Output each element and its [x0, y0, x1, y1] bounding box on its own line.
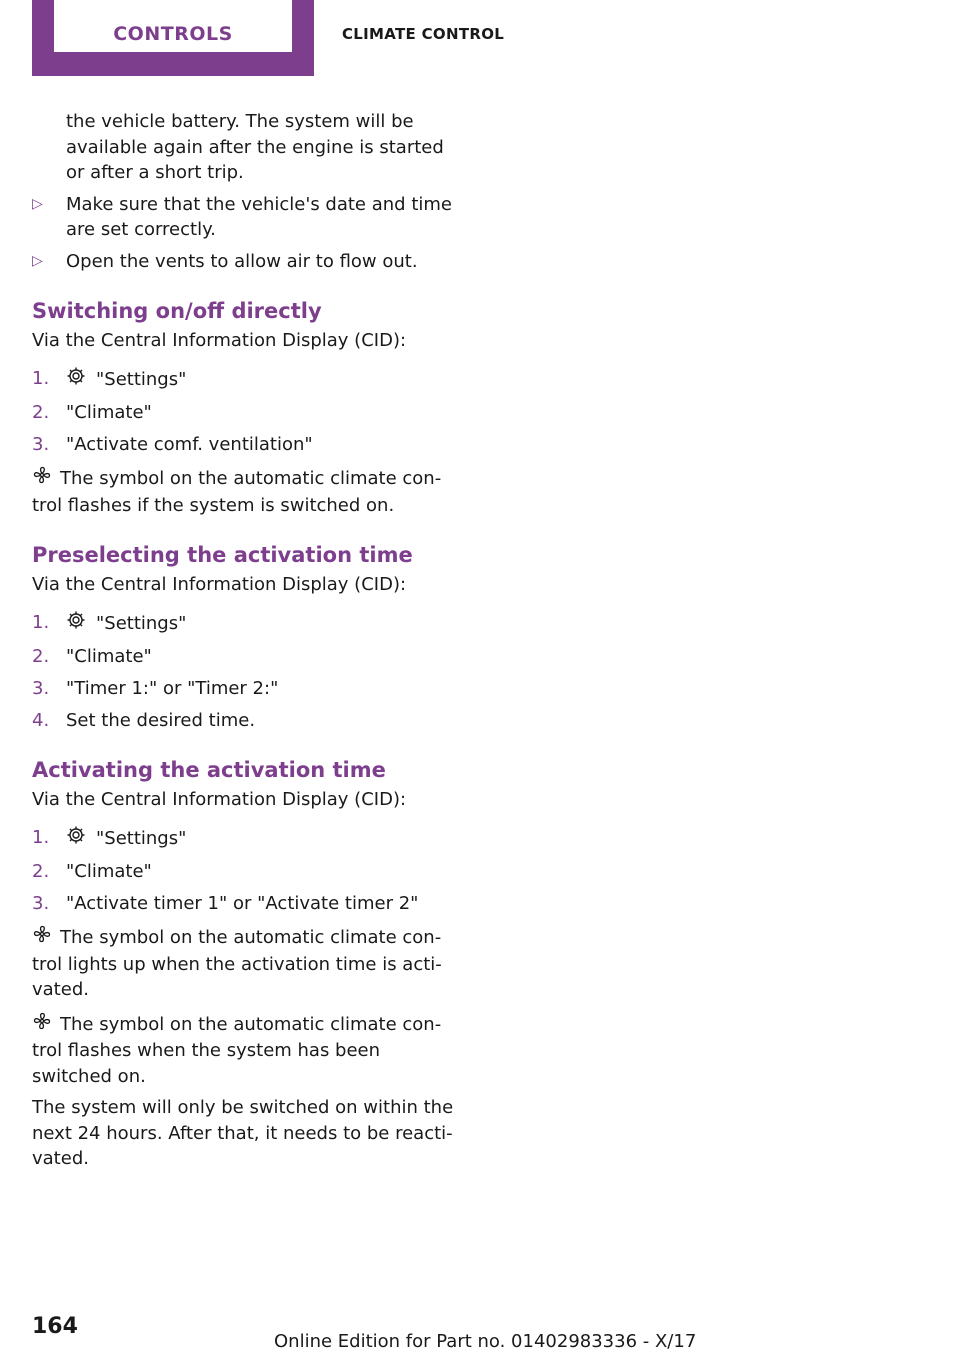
triangle-bullet-icon: ▷ — [32, 195, 43, 212]
bullet-item — [32, 192, 462, 243]
section-heading: Preselecting the activation time — [32, 543, 413, 567]
step-text: "Climate" — [66, 645, 152, 667]
list-item — [32, 708, 462, 734]
triangle-bullet-icon: ▷ — [32, 252, 43, 269]
section-heading: Activating the activation time — [32, 758, 386, 782]
page-number: 164 — [32, 1314, 78, 1339]
list-item — [32, 859, 462, 885]
note — [32, 1011, 462, 1090]
note — [32, 465, 462, 518]
gear-icon — [66, 825, 88, 853]
step-list — [32, 610, 462, 734]
bullet-text: Make sure that the vehicle's date and time are set correctly. — [66, 193, 452, 240]
gear-icon — [66, 610, 88, 638]
step-number: 3. — [32, 677, 50, 699]
step-text: "Climate" — [66, 401, 152, 423]
step-text: "Timer 1:" or "Timer 2:" — [66, 677, 279, 699]
main-content — [32, 109, 462, 1172]
step-number: 4. — [32, 709, 50, 731]
step-number: 2. — [32, 401, 50, 423]
step-number: 2. — [32, 860, 50, 882]
step-number: 3. — [32, 892, 50, 914]
step-number: 1. — [32, 367, 50, 389]
chapter-tab: CONTROLS — [54, 0, 292, 52]
section-heading: Switching on/off directly — [32, 299, 322, 323]
step-text: "Activate comf. ventilation" — [66, 433, 313, 455]
section-intro: Via the Central Information Display (CID): — [32, 330, 407, 351]
note-text: The symbol on the automatic climate con-trol flashes when the system has been switched on. — [32, 1013, 442, 1087]
step-text: "Settings" — [96, 612, 187, 634]
gear-icon — [66, 366, 88, 394]
section-intro: Via the Central Information Display (CID): — [32, 789, 407, 810]
step-number: 2. — [32, 645, 50, 667]
fan-icon — [32, 924, 54, 952]
step-number: 3. — [32, 433, 50, 455]
step-text: "Activate timer 1" or "Activate timer 2" — [66, 892, 419, 914]
step-text: Set the desired time. — [66, 709, 256, 731]
fan-icon — [32, 1011, 54, 1039]
step-number: 1. — [32, 826, 50, 848]
closing-paragraph: The system will only be switched on within the next 24 hours. After that, it needs to be reacti-vated. — [32, 1097, 454, 1169]
step-text: "Settings" — [96, 827, 187, 849]
section-header: CLIMATE CONTROL — [342, 25, 505, 43]
edition-footer: Online Edition for Part no. 01402983336 - X/17 — [274, 1331, 697, 1352]
list-item — [32, 432, 462, 458]
list-item — [32, 891, 462, 917]
bullet-item — [32, 249, 462, 275]
list-item — [32, 610, 462, 638]
list-item — [32, 644, 462, 670]
list-item — [32, 825, 462, 853]
section-intro: Via the Central Information Display (CID): — [32, 574, 407, 595]
bullet-text: Open the vents to allow air to flow out. — [66, 250, 418, 272]
list-item — [32, 400, 462, 426]
note-text: The symbol on the automatic climate con-trol flashes if the system is switched on. — [32, 467, 442, 516]
note — [32, 924, 462, 1003]
step-text: "Settings" — [96, 368, 187, 390]
step-number: 1. — [32, 611, 50, 633]
fan-icon — [32, 465, 54, 493]
step-list — [32, 366, 462, 458]
note-text: The symbol on the automatic climate con-trol lights up when the activation time is acti-vated. — [32, 926, 442, 1000]
intro-continuation: the vehicle battery. The system will be available again after the engine is started or after a short trip. — [66, 111, 444, 183]
step-text: "Climate" — [66, 860, 152, 882]
step-list — [32, 825, 462, 917]
list-item — [32, 366, 462, 394]
list-item — [32, 676, 462, 702]
